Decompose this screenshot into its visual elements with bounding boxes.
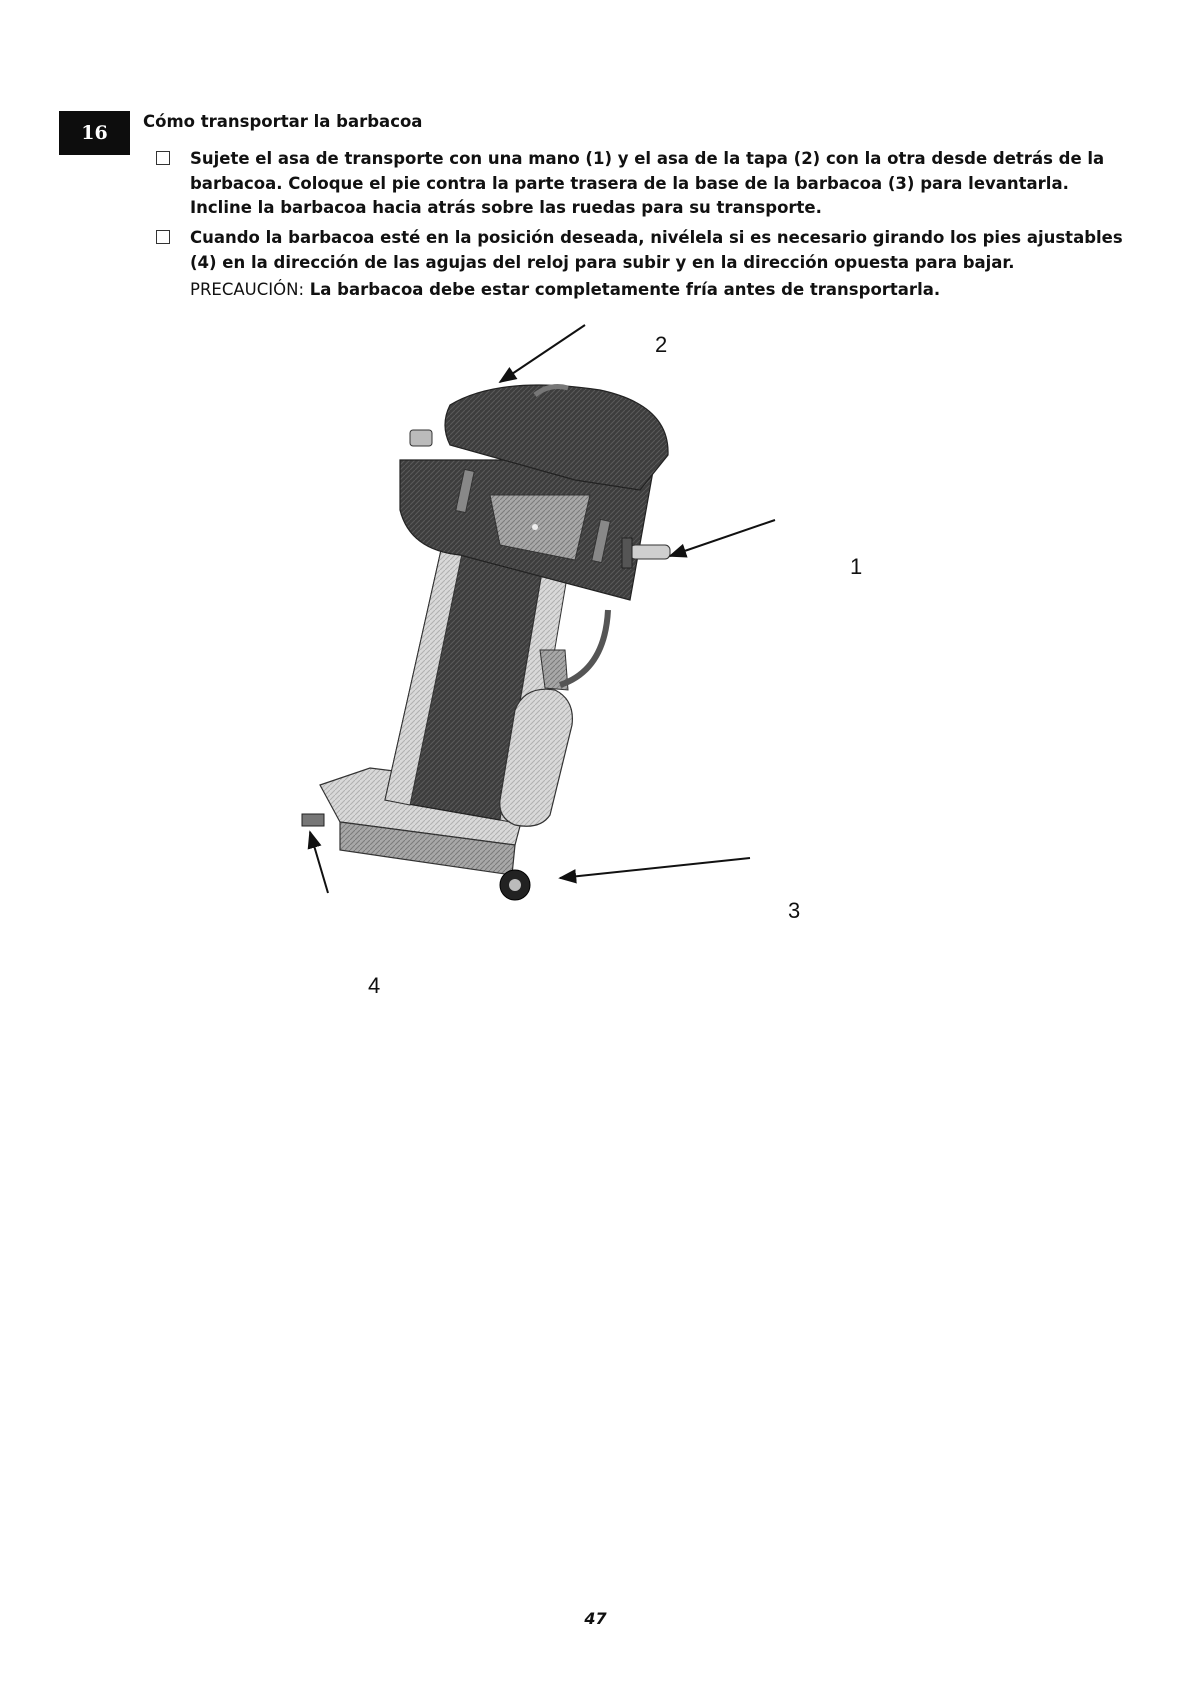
instruction-bullet (156, 226, 1126, 275)
checkbox-icon (156, 230, 170, 244)
instruction-text: Sujete el asa de transporte con una mano (1) y el asa de la tapa (2) con la otra desde detrás de la barbacoa. Coloque el pie contra la parte trasera de la base de la barbacoa (3) para levantarla. Incline la barbacoa hacia atrás sobre las ruedas para su transporte. (190, 149, 1105, 217)
section-title: Cómo transportar la barbacoa (143, 112, 423, 131)
callout-label-3: 3 (788, 898, 801, 923)
step-number-badge: 16 (59, 111, 130, 155)
instruction-bullet (156, 147, 1126, 221)
callout-arrow-2 (500, 325, 585, 382)
caution-text: La barbacoa debe estar completamente fría antes de transportarla. (304, 280, 941, 299)
callout-arrow-3 (560, 858, 750, 878)
temperature-gauge (410, 430, 432, 446)
carry-handle (630, 545, 670, 559)
callout-label-1: 1 (850, 554, 863, 579)
callout-label-4: 4 (368, 973, 381, 998)
caution-note (190, 280, 940, 299)
callout-arrow-1 (670, 520, 775, 556)
grill-illustration (300, 320, 900, 1010)
adjustable-foot (302, 814, 324, 826)
instruction-text: Cuando la barbacoa esté en la posición deseada, nivélela si es necesario girando los pies ajustables (4) en la dirección de las agujas del reloj para subir y en la dirección opuesta para bajar. (190, 228, 1123, 272)
checkbox-icon (156, 151, 170, 165)
caution-label: PRECAUCIÓN: (190, 280, 305, 299)
callout-label-2: 2 (655, 332, 668, 357)
page-number: 47 (584, 1609, 607, 1628)
callout-arrow-4 (310, 832, 328, 893)
